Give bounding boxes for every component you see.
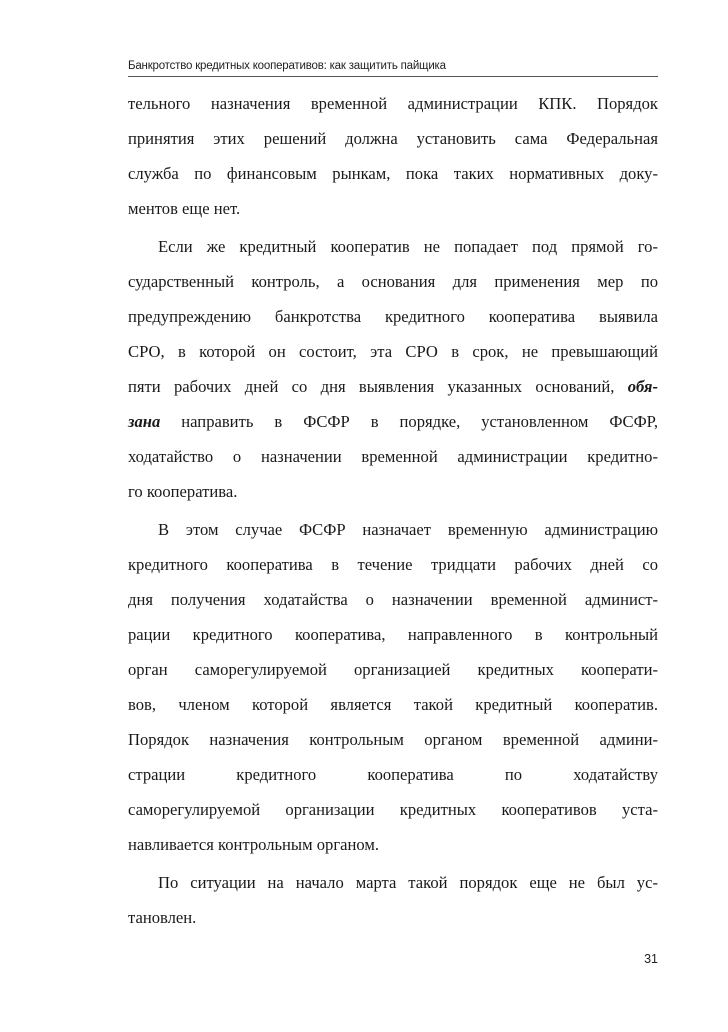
- text-line: предупреждению банкротства кредитного кооператива выявила: [128, 307, 658, 326]
- text-line: вов, членом которой является такой кредитный кооператив.: [128, 695, 658, 714]
- paragraph-3: [128, 512, 658, 862]
- header-rule: [128, 76, 658, 77]
- text-line: СРО, в которой он состоит, эта СРО в срок, не превышающий: [128, 342, 658, 361]
- text-fragment: пяти рабочих дней со дня выявления указанных оснований,: [128, 377, 615, 396]
- text-line-with-emphasis: [128, 404, 658, 439]
- text-fragment: направить в ФСФР в порядке, установленном ФСФР,: [181, 412, 658, 431]
- text-line: служба по финансовым рынкам, пока таких нормативных доку-: [128, 164, 658, 183]
- body-text: [128, 86, 658, 935]
- text-line: По ситуации на начало марта такой порядок еще не был ус-: [158, 873, 658, 892]
- text-line: сударственный контроль, а основания для применения мер по: [128, 272, 658, 291]
- text-line: рации кредитного кооператива, направленного в контрольный: [128, 625, 658, 644]
- text-line: дня получения ходатайства о назначении временной админист-: [128, 590, 658, 609]
- text-line: ходатайство о назначении временной администрации кредитно-: [128, 447, 658, 466]
- text-line: Порядок назначения контрольным органом временной админи-: [128, 730, 658, 749]
- paragraph-4: [128, 865, 658, 935]
- page-number: 31: [644, 952, 658, 966]
- text-line: орган саморегулируемой организацией кредитных кооперати-: [128, 660, 658, 679]
- text-line: страции кредитного кооператива по ходатайству: [128, 765, 658, 784]
- text-line: саморегулируемой организации кредитных кооперативов уста-: [128, 800, 658, 819]
- text-line: тановлен.: [128, 908, 197, 927]
- text-line: Если же кредитный кооператив не попадает под прямой го-: [158, 237, 658, 256]
- text-line: принятия этих решений должна установить сама Федеральная: [128, 129, 658, 148]
- paragraph-2: [128, 229, 658, 509]
- text-line: кредитного кооператива в течение тридцати рабочих дней со: [128, 555, 658, 574]
- text-line: навливается контрольным органом.: [128, 835, 379, 854]
- running-header: Банкротство кредитных кооперативов: как защитить пайщика: [128, 60, 446, 72]
- text-line: тельного назначения временной администрации КПК. Порядок: [128, 94, 658, 113]
- text-line: ментов еще нет.: [128, 199, 241, 218]
- text-line: го кооператива.: [128, 482, 238, 501]
- paragraph-1: [128, 86, 658, 226]
- emphasis-text: зана: [128, 412, 161, 431]
- emphasis-text: обя-: [627, 377, 658, 396]
- text-line-with-emphasis: [128, 369, 658, 404]
- text-line: В этом случае ФСФР назначает временную администрацию: [158, 520, 658, 539]
